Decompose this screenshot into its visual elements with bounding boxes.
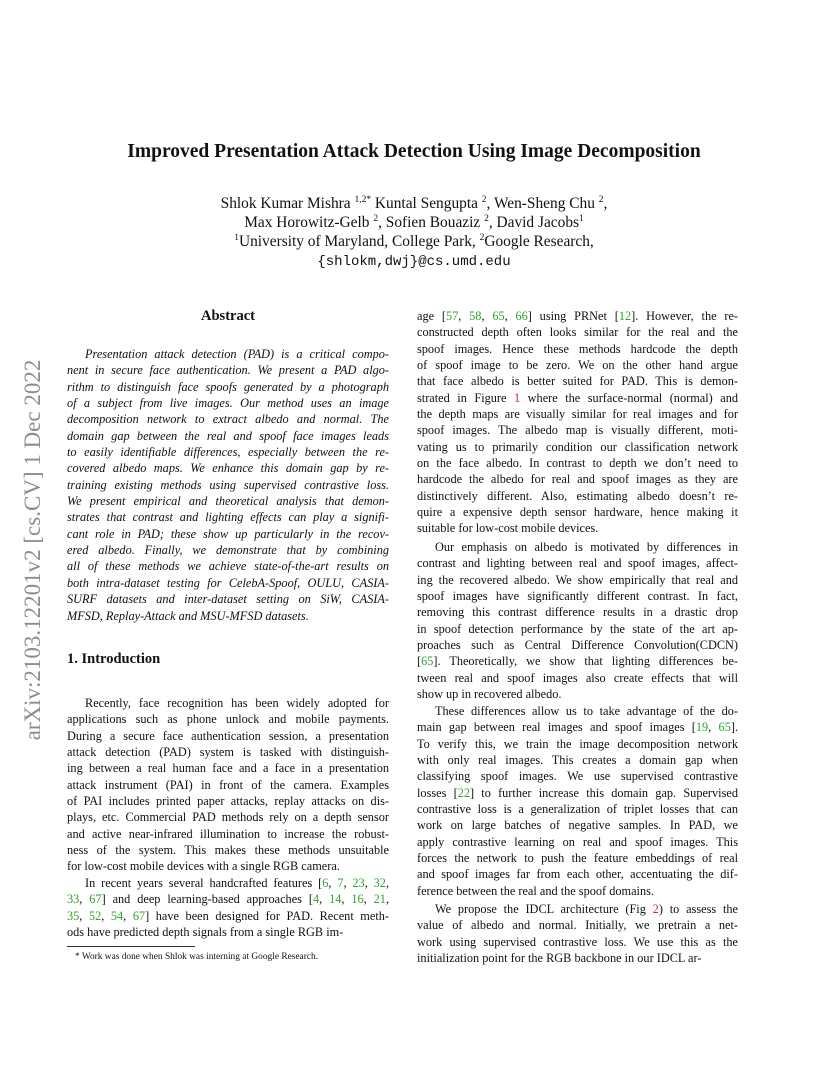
text-line: and spoof images far from each other, accentuating the dif- bbox=[417, 867, 738, 882]
text-line: classifying spoof images. We use supervised contrastive bbox=[417, 769, 738, 784]
citation-link[interactable]: 12 bbox=[618, 309, 632, 323]
text-line: applications such as phone unlock and mobile payments. bbox=[67, 712, 389, 727]
citation-link[interactable]: 4 bbox=[312, 892, 320, 907]
citation-link[interactable]: 6 bbox=[322, 876, 329, 890]
text-line: contrastive loss is a generalization of triplet losses that can bbox=[417, 802, 738, 817]
citation-link[interactable]: 54 bbox=[110, 908, 124, 923]
text-line: proaches such as Central Difference Convolution(CDCN) bbox=[417, 638, 738, 653]
text-line: removing this contrast difference results in a drastic drop bbox=[417, 605, 738, 620]
intro-paragraph-2 bbox=[67, 875, 389, 940]
text-line: Recently, face recognition has been widely adopted for bbox=[85, 696, 389, 710]
text-line: strates that contrast and lighting effects can play a signifi- bbox=[67, 510, 389, 525]
citation-link[interactable]: 66 bbox=[515, 309, 528, 323]
introduction-heading: 1. Introduction bbox=[67, 651, 161, 667]
abstract-heading: Abstract bbox=[201, 308, 255, 324]
citation-link[interactable]: 16 bbox=[351, 892, 364, 907]
footnote: * Work was done when Shlok was interning at Google Research. bbox=[75, 952, 319, 962]
citation-link[interactable]: 57 bbox=[445, 309, 459, 323]
author-line-1-text: Shlok Kumar Mishra $^{1,2*}$ Kuntal Sengupta $^2$, Wen-Sheng Chu $^2$, bbox=[220, 195, 608, 213]
text-line: initialization point for the RGB backbone in our IDCL ar- bbox=[417, 951, 702, 966]
text-line: nent in secure face authentication. We present a PAD algo- bbox=[67, 363, 389, 378]
text-line: suitable for low-cost mobile devices. bbox=[417, 521, 599, 536]
text-line: to easily identifiable differences, especially between the re- bbox=[67, 445, 389, 460]
text-line: constructed depth often looks similar for the real and the bbox=[417, 325, 738, 340]
citation-link[interactable]: 65 bbox=[718, 720, 731, 735]
citation-link[interactable]: 32 bbox=[373, 876, 386, 890]
text-line: hardcode the albedo for real and spoof images as they are bbox=[417, 472, 738, 487]
text-line: forces the network to push the feature embeddings of real bbox=[417, 851, 738, 866]
text-line: [65]. Theoretically, we show that lighting differences be- bbox=[417, 654, 738, 669]
text-line: We propose the IDCL architecture (Fig 2) to assess the bbox=[435, 902, 738, 916]
author-line-2 bbox=[0, 214, 828, 232]
text-line: work on large batches of negative samples. In PAD, we bbox=[417, 818, 738, 833]
text-line: of PAI includes printed paper attacks, replay attacks on dis- bbox=[67, 794, 389, 809]
text-line: Our emphasis on albedo is motivated by differences in bbox=[435, 540, 738, 554]
citation-link[interactable]: 65 bbox=[492, 309, 505, 323]
text-line: SURF datasets and inter-dataset setting on SiW, CASIA- bbox=[67, 592, 389, 607]
text-line: quire a expensive depth sensor hardware, hence making it bbox=[417, 505, 738, 520]
citation-link[interactable]: 52 bbox=[88, 908, 102, 923]
text-line: show up in recovered albedo. bbox=[417, 687, 562, 702]
text-line: 35, 52, 54, 67] have been designed for PAD. Recent meth- bbox=[67, 908, 389, 923]
right-paragraph-1 bbox=[417, 308, 738, 537]
text-line: of spoof image to be zero. We on the other hand argue bbox=[417, 358, 738, 373]
text-line: ods have predicted depth signals from a single RGB im- bbox=[67, 925, 344, 940]
text-line: tween real and spoof images also create effects that will bbox=[417, 670, 738, 685]
abstract-body bbox=[67, 346, 389, 624]
citation-link[interactable]: 22 bbox=[457, 785, 470, 800]
figure-reference-link[interactable]: 1 bbox=[514, 390, 521, 405]
citation-link[interactable]: 21 bbox=[373, 892, 386, 907]
right-paragraph-2 bbox=[417, 539, 738, 702]
text-line: all of these methods we achieve state-of-the-art results on bbox=[67, 559, 389, 574]
text-line: spoof images. The albedo map is visually different, moti- bbox=[417, 423, 738, 438]
arxiv-stamp: arXiv:2103.12201v2 [cs.CV] 1 Dec 2022 bbox=[20, 359, 45, 741]
text-line: In recent years several handcrafted features [6, 7, 23, 32, bbox=[85, 876, 390, 890]
text-line: contrast and lighting between real and spoof images, affect- bbox=[417, 556, 738, 571]
text-line: both intra-dataset testing for CelebA-Spoof, OULU, CASIA- bbox=[67, 575, 389, 590]
text-line: spoof images have significantly different contrast. In fact, bbox=[417, 589, 738, 604]
text-line: Presentation attack detection (PAD) is a critical compo- bbox=[85, 347, 389, 361]
text-line: with only real images. This creates a domain gap when bbox=[417, 753, 738, 768]
text-line: for low-cost mobile devices with a single RGB camera. bbox=[67, 859, 340, 874]
citation-link[interactable]: 19 bbox=[695, 720, 709, 735]
text-line: attack detection (PAD) system is tasked with distinguish- bbox=[67, 745, 389, 760]
text-line: the depth maps are visually similar for real images and for bbox=[417, 407, 738, 422]
text-line: in spoof detection performance by the state of the art ap- bbox=[417, 621, 738, 636]
text-line: vating us to primarily condition our classification network bbox=[417, 439, 738, 454]
citation-link[interactable]: 67 bbox=[132, 908, 146, 923]
text-line: ference between the real and the spoof domains. bbox=[417, 883, 654, 898]
right-paragraph-3 bbox=[417, 703, 738, 899]
text-line: 33, 67] and deep learning-based approaches [4, 14, 16, 21, bbox=[67, 892, 390, 907]
emails bbox=[0, 252, 828, 270]
text-line: and active near-infrared illumination to increase the robust- bbox=[67, 826, 389, 841]
email-addresses: {shlokm,dwj}@cs.umd.edu bbox=[317, 254, 511, 270]
text-line: During a secure face authentication session, a presentation bbox=[67, 728, 389, 743]
text-line: These differences allow us to take advantage of the do- bbox=[435, 704, 738, 718]
text-line: value of albedo and normal. Initially, we pretrain a net- bbox=[417, 918, 738, 933]
text-line: main gap between real images and spoof images [19, 65]. bbox=[417, 720, 739, 735]
citation-link[interactable]: 7 bbox=[337, 876, 344, 890]
footnote-rule bbox=[67, 946, 195, 947]
text-line: ness of the system. This makes these methods unsuitable bbox=[67, 843, 389, 858]
text-line: ing between a real human face and a face in a presentation bbox=[67, 761, 389, 776]
text-line: spoof images. Hence these methods hardcode the depth bbox=[417, 341, 738, 356]
text-line: To verify this, we train the image decomposition network bbox=[417, 736, 738, 751]
text-line: apply contrastive learning on real and spoof images. This bbox=[417, 834, 738, 849]
text-line: distinctively different. Also, estimating albedo doesn’t re- bbox=[417, 488, 738, 503]
text-line: that face albedo is better suited for PAD. This is demon- bbox=[417, 374, 738, 389]
text-line: covered albedo maps. We enhance this domain gap by re- bbox=[67, 461, 389, 476]
text-line: of a subject from live images. Our method uses an image bbox=[67, 396, 389, 411]
text-line: training existing methods using supervised contrastive loss. bbox=[67, 477, 389, 492]
text-line: work using supervised contrastive loss. We use this as the bbox=[417, 934, 738, 949]
text-line: on the face albedo. In contrast to depth we don’t need to bbox=[417, 456, 738, 471]
citation-link[interactable]: 33 bbox=[67, 892, 80, 907]
author-line-1 bbox=[0, 195, 828, 213]
paper-title: Improved Presentation Attack Detection Using Image Decomposition bbox=[127, 141, 701, 162]
affiliations-text: $^1$University of Maryland, College Park, $^2$Google Research, bbox=[234, 233, 594, 251]
affiliations bbox=[0, 233, 828, 251]
text-line: rithm to distinguish face spoofs generated by a photograph bbox=[67, 379, 389, 394]
text-line: plays, etc. Commercial PAD methods rely on a depth sensor bbox=[67, 810, 389, 825]
text-line: ered albedo. Finally, we demonstrate that by combining bbox=[67, 543, 389, 558]
text-line: decomposition network to extract albedo and normal. The bbox=[67, 412, 389, 427]
text-line: age [57, 58, 65, 66] using PRNet [12]. However, the re- bbox=[417, 309, 738, 323]
text-line: ing the recovered albedo. We show empirically that real and bbox=[417, 572, 738, 587]
text-line: cant role in PAD; these show up particularly in the recov- bbox=[67, 526, 389, 541]
citation-link[interactable]: 65 bbox=[421, 654, 434, 669]
intro-paragraph-1 bbox=[67, 695, 389, 875]
figure-reference-link[interactable]: 2 bbox=[652, 902, 659, 916]
citation-link[interactable]: 58 bbox=[469, 309, 482, 323]
author-line-2-text: Max Horowitz-Gelb $^2$, Sofien Bouaziz $^2$, David Jacobs$^1$ bbox=[244, 214, 584, 232]
citation-link[interactable]: 35 bbox=[67, 908, 80, 923]
text-line: strated in Figure 1 where the surface-normal (normal) and bbox=[417, 390, 738, 405]
right-paragraph-4 bbox=[417, 901, 738, 966]
text-line: We present empirical and theoretical analysis that demon- bbox=[67, 494, 389, 509]
text-line: losses [22] to further increase this domain gap. Supervised bbox=[417, 785, 738, 800]
text-line: domain gap between the real and spoof face images leads bbox=[67, 428, 389, 443]
citation-link[interactable]: 23 bbox=[352, 876, 365, 890]
text-line: MFSD, Replay-Attack and MSU-MFSD datasets. bbox=[67, 608, 309, 623]
citation-link[interactable]: 14 bbox=[329, 892, 342, 907]
citation-link[interactable]: 67 bbox=[89, 892, 102, 907]
text-line: attack instrument (PAI) in front of the camera. Examples bbox=[67, 777, 389, 792]
